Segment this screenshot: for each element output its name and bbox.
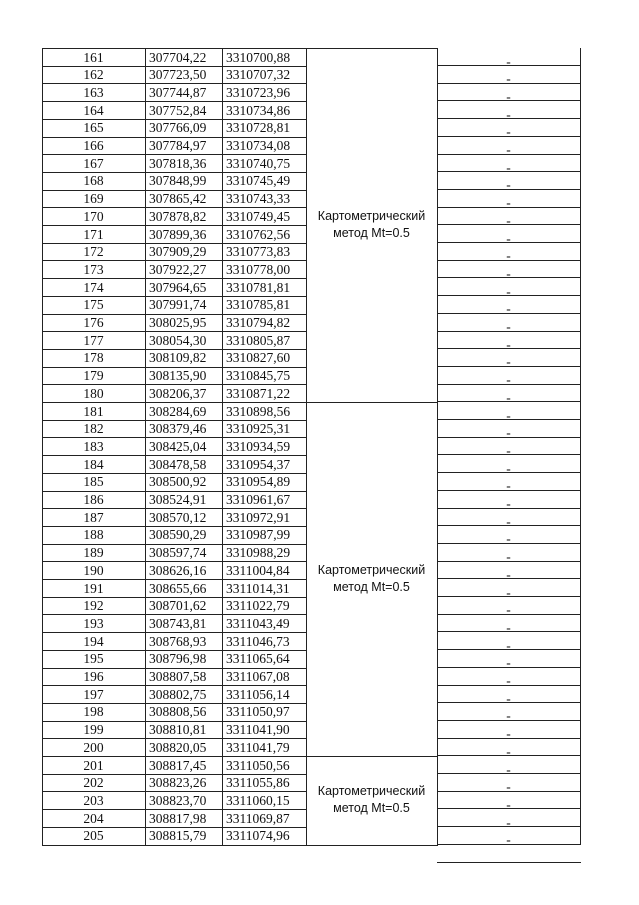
coordinate-x: 307723,50	[149, 67, 207, 83]
coordinate-x: 307766,09	[149, 120, 207, 136]
column-divider	[580, 48, 581, 845]
method-group-divider	[306, 48, 438, 49]
coordinate-y: 3310987,99	[226, 527, 291, 543]
note-value: -	[506, 602, 511, 618]
method-line-2: метод Mt=0.5	[333, 580, 410, 594]
note-value: -	[506, 637, 511, 653]
note-value: -	[506, 389, 511, 405]
note-value: -	[506, 690, 511, 706]
coordinate-y: 3310762,56	[226, 226, 291, 242]
method-group-divider	[306, 845, 438, 846]
note-value: -	[506, 814, 511, 830]
coordinate-y: 3310734,86	[226, 102, 291, 118]
measurement-method-label	[306, 783, 437, 817]
method-line-2: метод Mt=0.5	[333, 801, 410, 816]
note-value: -	[506, 761, 511, 777]
note-value: -	[506, 513, 511, 529]
note-value: -	[506, 655, 511, 671]
coordinate-y: 3310728,81	[226, 120, 291, 136]
point-number: 165	[83, 120, 104, 136]
coordinate-y: 3311056,14	[226, 686, 290, 702]
coordinate-x: 308626,16	[149, 562, 207, 578]
note-value: -	[506, 159, 511, 175]
coordinate-y: 3310827,60	[226, 350, 291, 366]
coordinate-y: 3310925,31	[226, 421, 291, 437]
point-number: 170	[83, 208, 104, 224]
note-value: -	[506, 566, 511, 582]
coordinate-y: 3311074,96	[226, 828, 290, 844]
coordinate-x: 308206,37	[149, 385, 207, 401]
note-value: -	[506, 283, 511, 299]
coordinate-y: 3310740,75	[226, 155, 291, 171]
coordinate-x: 308701,62	[149, 598, 207, 614]
coordinate-x: 308109,82	[149, 350, 207, 366]
point-number: 180	[83, 385, 104, 401]
point-number: 177	[83, 332, 104, 348]
coordinate-x: 307964,65	[149, 279, 207, 295]
coordinate-y: 3310773,83	[226, 244, 291, 260]
note-value: -	[506, 88, 511, 104]
note-value: -	[506, 832, 511, 848]
coordinate-x: 307865,42	[149, 191, 207, 207]
point-number: 204	[83, 810, 104, 826]
note-value: -	[506, 106, 511, 122]
coordinate-y: 3310794,82	[226, 315, 291, 330]
note-value: -	[506, 124, 511, 140]
coordinate-y: 3310778,00	[226, 261, 291, 277]
coordinate-x: 307991,74	[149, 297, 207, 313]
point-number: 168	[83, 173, 104, 189]
point-number: 187	[83, 509, 104, 525]
coordinate-x: 308655,66	[149, 580, 207, 596]
coordinate-y: 3310700,88	[226, 49, 291, 65]
column-divider	[306, 48, 307, 845]
coordinate-x: 307704,22	[149, 49, 207, 65]
coordinate-y: 3310988,29	[226, 545, 291, 561]
point-number: 182	[83, 421, 104, 437]
coordinate-y: 3311060,15	[226, 792, 290, 808]
point-number: 196	[83, 669, 104, 684]
coordinate-x: 308135,90	[149, 368, 207, 384]
coordinate-y: 3310972,91	[226, 509, 291, 525]
coordinate-y: 3310745,49	[226, 173, 291, 189]
coordinate-x: 308054,30	[149, 332, 207, 348]
coordinate-x: 307878,82	[149, 208, 207, 224]
coordinate-y: 3311067,08	[226, 669, 290, 684]
coordinate-x: 307899,36	[149, 226, 207, 242]
method-line-1: Картометрический	[317, 563, 426, 577]
method-group-divider	[306, 402, 438, 403]
coordinate-x: 308796,98	[149, 651, 207, 667]
coordinate-y: 3310805,87	[226, 332, 291, 348]
coordinate-y: 3311041,90	[226, 722, 290, 738]
point-number: 186	[83, 492, 104, 507]
point-number: 199	[83, 722, 104, 738]
coordinate-x: 308478,58	[149, 456, 207, 472]
method-line-2: метод Mt=0.5	[333, 226, 410, 240]
point-number: 181	[83, 403, 104, 419]
note-value: -	[506, 531, 511, 547]
point-number: 183	[83, 438, 104, 454]
method-line-1: Картометрический	[317, 784, 426, 799]
point-number: 205	[83, 828, 104, 844]
note-value: -	[506, 336, 511, 352]
coordinate-y: 3311004,84	[226, 562, 290, 578]
coordinate-y: 3310707,32	[226, 67, 291, 83]
coordinate-x: 308810,81	[149, 722, 207, 738]
coordinate-y: 3310954,89	[226, 474, 291, 490]
coordinate-x: 308823,26	[149, 775, 207, 791]
note-value: -	[506, 584, 511, 600]
coordinate-y: 3310723,96	[226, 84, 291, 100]
coordinate-y: 3310781,81	[226, 279, 291, 295]
coordinate-y: 3311050,56	[226, 757, 290, 773]
coordinate-x: 308820,05	[149, 739, 207, 755]
note-value: -	[506, 212, 511, 228]
coordinate-x: 308743,81	[149, 615, 207, 631]
row-divider	[42, 845, 307, 846]
coordinate-y: 3311050,97	[226, 704, 290, 720]
note-value: -	[506, 619, 511, 635]
coordinate-y: 3310961,67	[226, 492, 291, 507]
coordinate-y: 3310734,08	[226, 138, 291, 153]
point-number: 202	[83, 775, 104, 791]
coordinate-y: 3310743,33	[226, 191, 291, 207]
point-number: 192	[83, 598, 104, 614]
note-value: -	[506, 726, 511, 742]
coordinate-x: 308808,56	[149, 704, 207, 720]
point-number: 179	[83, 368, 104, 384]
note-value: -	[506, 478, 511, 494]
point-number: 185	[83, 474, 104, 490]
point-number: 197	[83, 686, 104, 702]
coordinate-y: 3311014,31	[226, 580, 290, 596]
measurement-method-label	[306, 208, 437, 242]
coordinate-x: 307752,84	[149, 102, 207, 118]
point-number: 193	[83, 615, 104, 631]
point-number: 172	[83, 244, 104, 260]
note-value: -	[506, 354, 511, 370]
coordinate-y: 3310749,45	[226, 208, 291, 224]
note-value: -	[506, 442, 511, 458]
coordinate-x: 308284,69	[149, 403, 207, 419]
point-number: 191	[83, 580, 104, 596]
coordinate-y: 3310845,75	[226, 368, 291, 384]
coordinate-x: 308807,58	[149, 669, 207, 684]
point-number: 173	[83, 261, 104, 277]
measurement-method-label	[306, 562, 437, 596]
coordinate-y: 3311069,87	[226, 810, 290, 826]
note-divider	[437, 862, 581, 863]
point-number: 176	[83, 315, 104, 330]
note-value: -	[506, 372, 511, 388]
note-value: -	[506, 177, 511, 193]
point-number: 200	[83, 739, 104, 755]
coordinate-y: 3311022,79	[226, 598, 290, 614]
note-value: -	[506, 549, 511, 565]
coordinate-x: 307818,36	[149, 155, 207, 171]
method-group-divider	[306, 756, 438, 757]
note-value: -	[506, 265, 511, 281]
coordinate-y: 3311046,73	[226, 633, 290, 649]
coordinate-x: 307922,27	[149, 261, 207, 277]
coordinate-x: 307784,97	[149, 138, 207, 153]
point-number: 163	[83, 84, 104, 100]
coordinate-x: 308524,91	[149, 492, 207, 507]
note-value: -	[506, 673, 511, 688]
coordinate-y: 3311041,79	[226, 739, 290, 755]
coordinate-x: 308500,92	[149, 474, 207, 490]
point-number: 189	[83, 545, 104, 561]
point-number: 194	[83, 633, 104, 649]
coordinate-y: 3310871,22	[226, 385, 291, 401]
note-value: -	[506, 425, 511, 441]
note-value: -	[506, 319, 511, 334]
note-value: -	[506, 248, 511, 264]
coordinate-x: 308817,98	[149, 810, 207, 826]
coordinate-x: 308815,79	[149, 828, 207, 844]
coordinate-x: 308590,29	[149, 527, 207, 543]
point-number: 164	[83, 102, 104, 118]
note-value: -	[506, 743, 511, 759]
point-number: 201	[83, 757, 104, 773]
coordinate-x: 308768,93	[149, 633, 207, 649]
note-value: -	[506, 195, 511, 211]
coordinate-x: 308570,12	[149, 509, 207, 525]
point-number: 162	[83, 67, 104, 83]
point-number: 171	[83, 226, 104, 242]
coordinate-x: 307909,29	[149, 244, 207, 260]
coordinate-x: 308817,45	[149, 757, 207, 773]
coordinate-y: 3310934,59	[226, 438, 291, 454]
note-value: -	[506, 708, 511, 724]
point-number: 203	[83, 792, 104, 808]
note-value: -	[506, 796, 511, 812]
point-number: 190	[83, 562, 104, 578]
coordinate-y: 3310785,81	[226, 297, 291, 313]
note-value: -	[506, 230, 511, 246]
point-number: 178	[83, 350, 104, 366]
point-number: 198	[83, 704, 104, 720]
coordinate-y: 3311065,64	[226, 651, 290, 667]
point-number: 175	[83, 297, 104, 313]
point-number: 184	[83, 456, 104, 472]
note-value: -	[506, 779, 511, 795]
note-value: -	[506, 496, 511, 511]
coordinate-x: 308823,70	[149, 792, 207, 808]
point-number: 169	[83, 191, 104, 207]
note-value: -	[506, 142, 511, 157]
note-value: -	[506, 460, 511, 476]
note-value: -	[506, 71, 511, 87]
coordinate-x: 308425,04	[149, 438, 207, 454]
coordinate-x: 308802,75	[149, 686, 207, 702]
coordinate-x: 307848,99	[149, 173, 207, 189]
point-number: 188	[83, 527, 104, 543]
coordinate-y: 3310954,37	[226, 456, 291, 472]
coordinate-y: 3311043,49	[226, 615, 290, 631]
coordinate-x: 308025,95	[149, 315, 207, 330]
point-number: 195	[83, 651, 104, 667]
point-number: 166	[83, 138, 104, 153]
coordinate-x: 307744,87	[149, 84, 207, 100]
point-number: 167	[83, 155, 104, 171]
coordinate-y: 3310898,56	[226, 403, 291, 419]
note-value: -	[506, 301, 511, 317]
method-line-1: Картометрический	[317, 209, 426, 223]
coordinate-y: 3311055,86	[226, 775, 290, 791]
coordinate-x: 308597,74	[149, 545, 207, 561]
note-value: -	[506, 407, 511, 423]
point-number: 161	[83, 49, 104, 65]
note-value: -	[506, 53, 511, 69]
coordinate-x: 308379,46	[149, 421, 207, 437]
point-number: 174	[83, 279, 104, 295]
